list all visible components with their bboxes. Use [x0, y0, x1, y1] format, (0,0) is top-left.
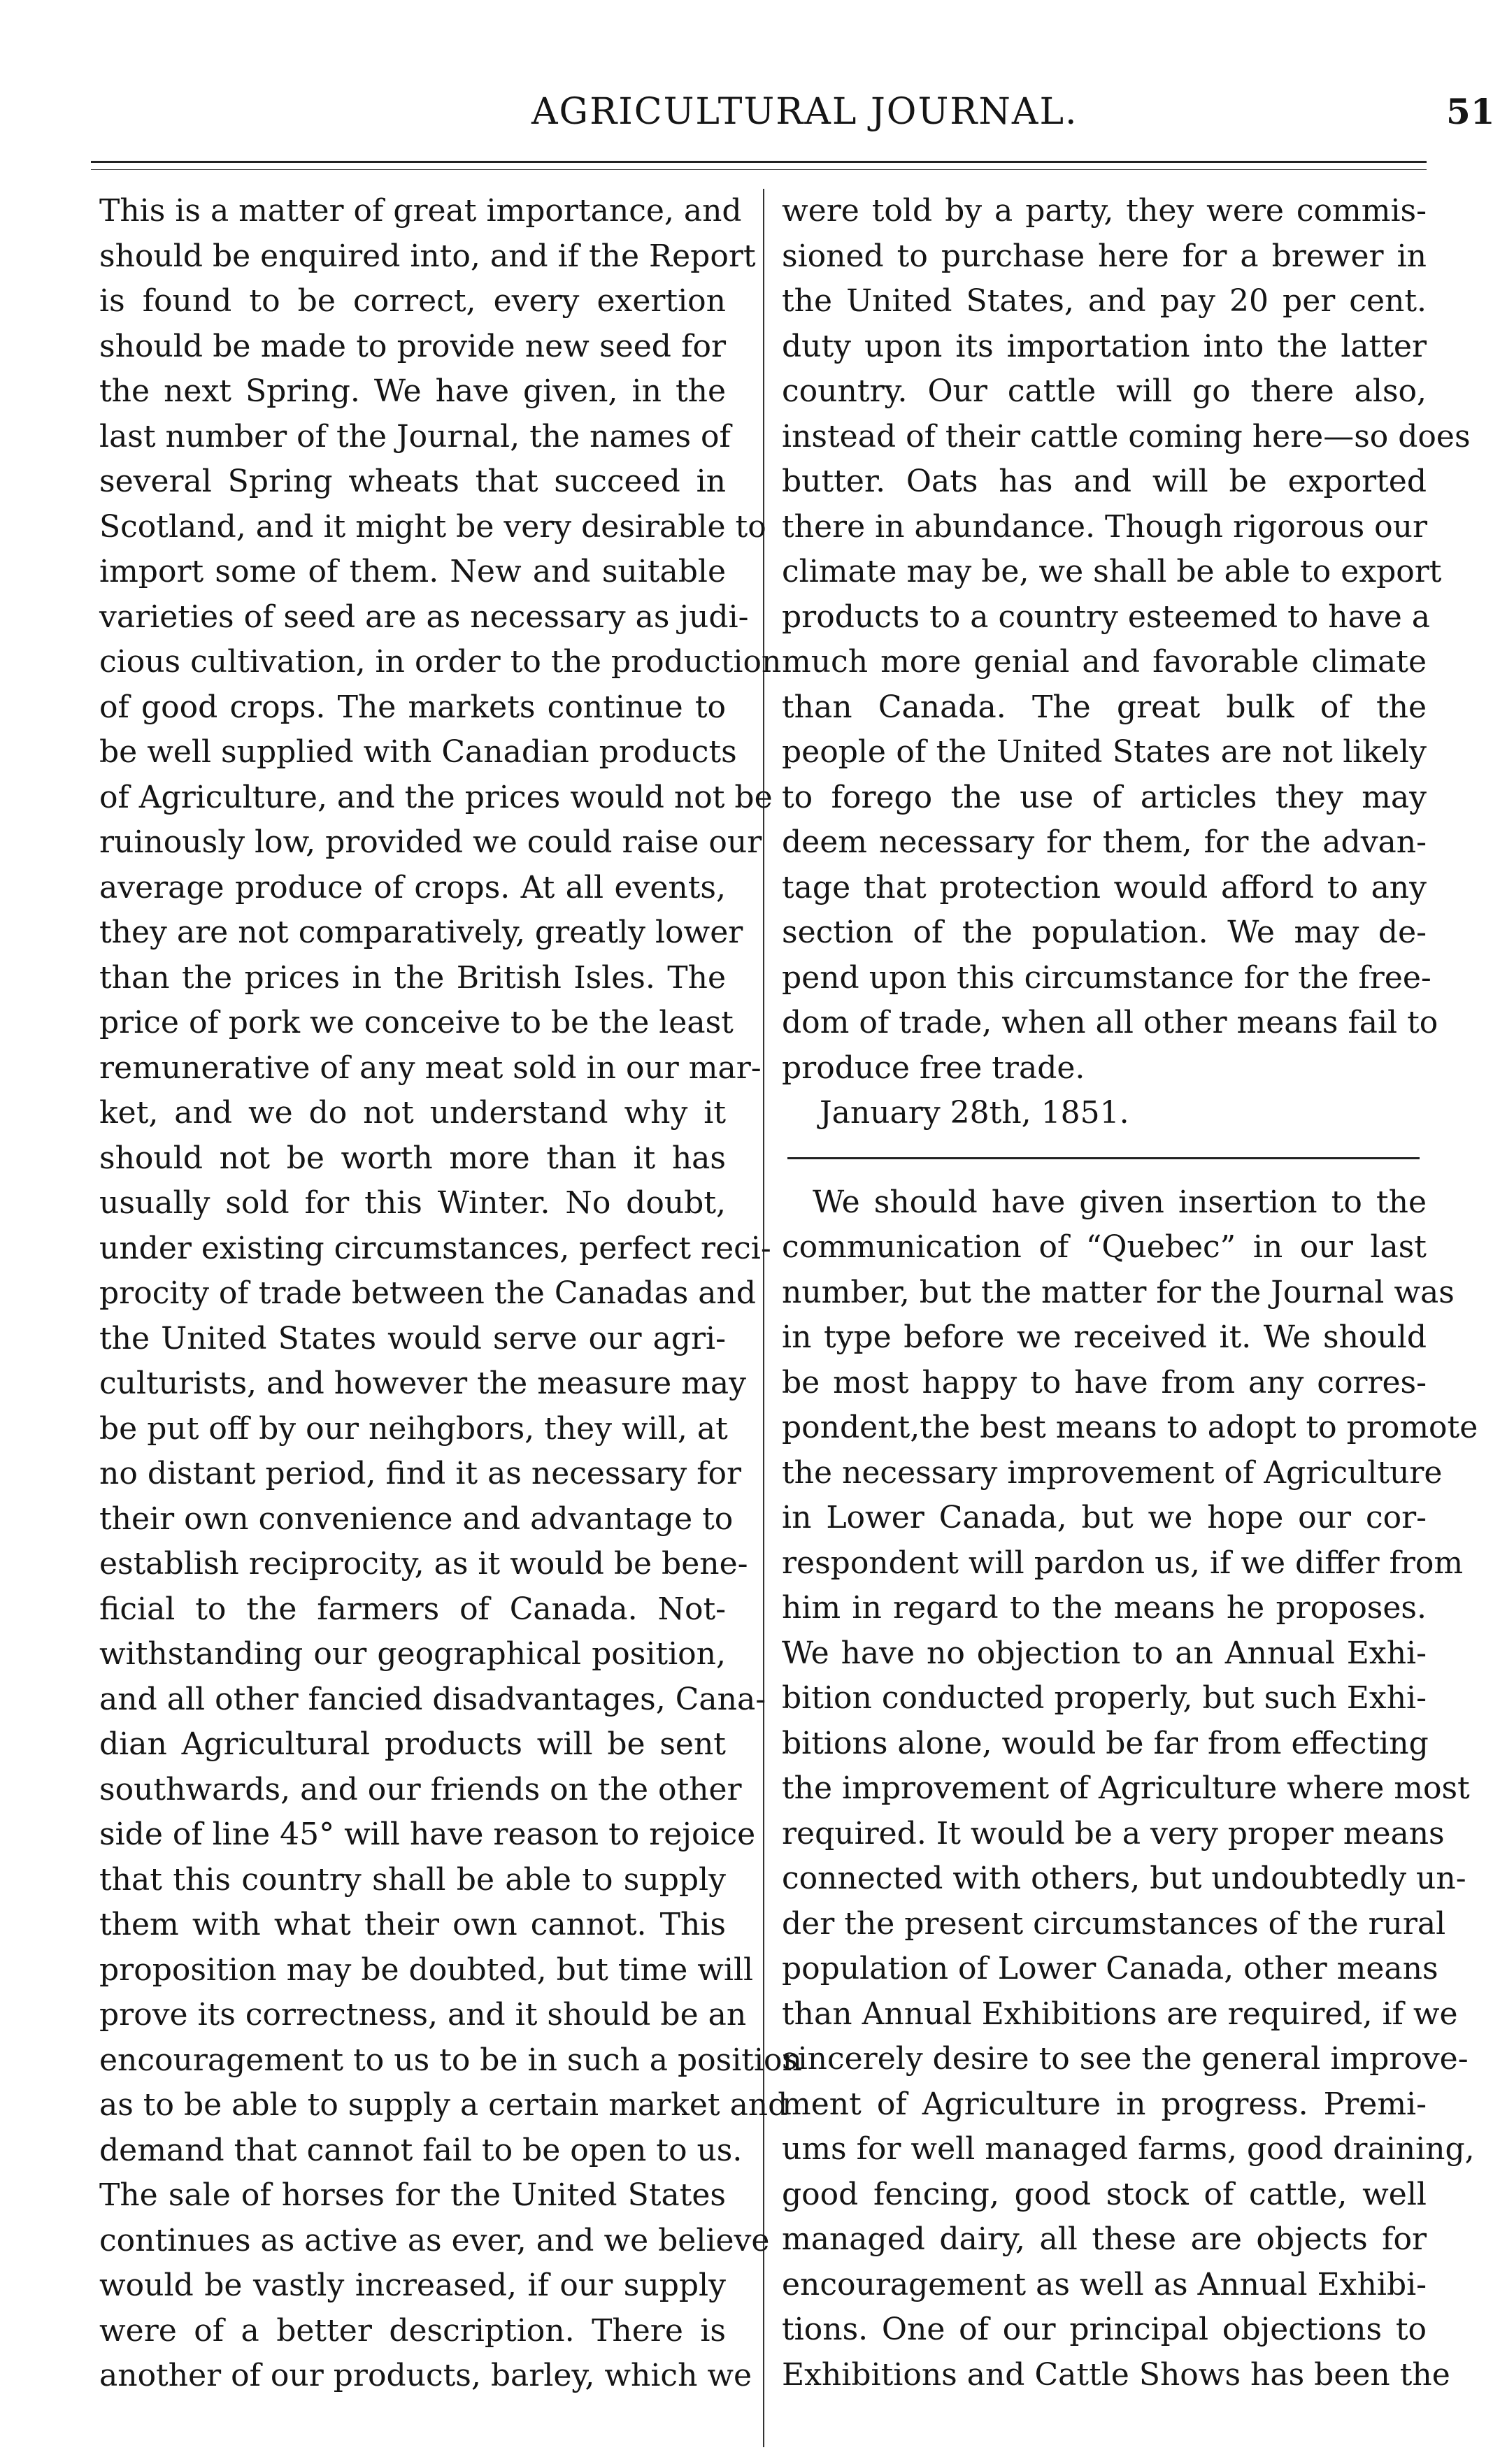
text-line: ket, and we do not understand why it: [99, 1095, 726, 1131]
text-line: should not be worth more than it has: [99, 1140, 726, 1176]
text-line: deem necessary for them, for the advan-: [782, 824, 1427, 860]
text-line: would be vastly increased, if our supply: [99, 2268, 726, 2303]
text-line: sincerely desire to see the general improve-: [782, 2041, 1469, 2077]
text-line: tions. One of our principal objections to: [782, 2312, 1427, 2347]
text-line: remunerative of any meat sold in our mar-: [99, 1050, 762, 1086]
text-line: ruinously low, provided we could raise our: [99, 824, 762, 860]
text-line: and all other fancied disadvantages, Cana-: [99, 1681, 766, 1717]
text-line: be well supplied with Canadian products: [99, 734, 737, 770]
text-line: connected with others, but undoubtedly un-: [782, 1861, 1466, 1896]
page-number: 51: [1446, 91, 1495, 132]
text-line: produce free trade.: [782, 1050, 1085, 1086]
text-line: This is a matter of great importance, and: [99, 193, 742, 229]
text-line: southwards, and our friends on the other: [99, 1771, 742, 1807]
text-line: the United States, and pay 20 per cent.: [782, 283, 1427, 319]
text-line: pondent,the best means to adopt to promote: [782, 1410, 1478, 1445]
text-line: encouragement as well as Annual Exhibi-: [782, 2266, 1427, 2302]
text-line: managed dairy, all these are objects for: [782, 2221, 1427, 2257]
text-line: much more genial and favorable climate: [782, 644, 1427, 680]
text-line: ment of Agriculture in progress. Premi-: [782, 2086, 1427, 2122]
text-line: withstanding our geographical position,: [99, 1636, 726, 1672]
page-header: [0, 91, 1507, 154]
text-line: instead of their cattle coming here—so does: [782, 418, 1471, 454]
text-line: establish reciprocity, as it would be bene-: [99, 1546, 748, 1582]
text-line: usually sold for this Winter. No doubt,: [99, 1185, 726, 1221]
text-line: last number of the Journal, the names of: [99, 418, 731, 454]
text-line: procity of trade between the Canadas and: [99, 1275, 756, 1311]
text-line: bitions alone, would be far from effecting: [782, 1725, 1429, 1761]
right-column: [782, 189, 1478, 2398]
text-line: no distant period, find it as necessary for: [99, 1456, 742, 1491]
text-line: products to a country esteemed to have a: [782, 599, 1430, 635]
text-line: is found to be correct, every exertion: [99, 283, 726, 319]
header-rule: [91, 161, 1427, 163]
text-line: in type before we received it. We should: [782, 1319, 1427, 1355]
text-line: country. Our cattle will go there also,: [782, 373, 1427, 409]
text-line: average produce of crops. At all events,: [99, 869, 726, 905]
text-line: them with what their own cannot. This: [99, 1907, 726, 1942]
text-line: the United States would serve our agri-: [99, 1320, 726, 1356]
text-line: the improvement of Agriculture where most: [782, 1770, 1470, 1806]
text-line: another of our products, barley, which we: [99, 2358, 752, 2393]
text-line: good fencing, good stock of cattle, well: [782, 2176, 1427, 2212]
text-line: import some of them. New and suitable: [99, 554, 726, 589]
text-line: should be enquired into, and if the Report: [99, 238, 756, 274]
text-line: should be made to provide new seed for: [99, 328, 726, 364]
text-line: him in regard to the means he proposes.: [782, 1590, 1427, 1626]
text-line: dian Agricultural products will be sent: [99, 1726, 726, 1762]
text-line: in Lower Canada, but we hope our cor-: [782, 1500, 1427, 1535]
text-line: there in abundance. Though rigorous our: [782, 508, 1428, 545]
text-line: of Agriculture, and the prices would not be: [99, 779, 773, 815]
text-line: than the prices in the British Isles. The: [99, 959, 726, 996]
header-rule-thin: [91, 169, 1427, 170]
text-line: price of pork we conceive to be the least: [99, 1005, 734, 1040]
text-line: prove its correctness, and it should be an: [99, 1997, 747, 2033]
text-line: under existing circumstances, perfect reci-: [99, 1230, 771, 1266]
text-line: number, but the matter for the Journal was: [782, 1274, 1455, 1310]
text-line: We have no objection to an Annual Exhi-: [782, 1635, 1427, 1671]
text-line: the necessary improvement of Agriculture: [782, 1454, 1443, 1491]
text-line: than Canada. The great bulk of the: [782, 689, 1427, 725]
text-line: ums for well managed farms, good draining,: [782, 2131, 1475, 2167]
text-line: respondent will pardon us, if we differ from: [782, 1545, 1464, 1581]
text-line: butter. Oats has and will be exported: [782, 464, 1427, 499]
text-line: be put off by our neihgbors, they will, at: [99, 1410, 728, 1447]
text-line: to forego the use of articles they may: [782, 779, 1427, 815]
text-line: cious cultivation, in order to the production: [99, 644, 782, 680]
text-line: Exhibitions and Cattle Shows has been the: [782, 2356, 1450, 2393]
text-line: than Annual Exhibitions are required, if we: [782, 1996, 1458, 2032]
text-line: section of the population. We may de-: [782, 915, 1427, 950]
dateline: January 28th, 1851.: [820, 1095, 1129, 1131]
text-line: We should have given insertion to the: [813, 1184, 1427, 1220]
text-line: bition conducted properly, but such Exhi-: [782, 1680, 1427, 1716]
text-line: the next Spring. We have given, in the: [99, 373, 726, 409]
text-line: sioned to purchase here for a brewer in: [782, 238, 1427, 274]
text-line: be most happy to have from any corres-: [782, 1364, 1427, 1401]
text-line: that this country shall be able to supply: [99, 1861, 726, 1898]
text-line: people of the United States are not likely: [782, 734, 1427, 770]
text-line: several Spring wheats that succeed in: [99, 464, 726, 499]
text-line: their own convenience and advantage to: [99, 1500, 734, 1537]
text-line: pend upon this circumstance for the free-: [782, 959, 1431, 996]
text-line: der the present circumstances of the rural: [782, 1905, 1446, 1942]
text-line: were of a better description. There is: [99, 2312, 726, 2349]
text-line: ficial to the farmers of Canada. Not-: [99, 1591, 726, 1627]
text-line: side of line 45° will have reason to rejoice: [99, 1817, 756, 1852]
text-line: communication of “Quebec” in our last: [782, 1229, 1427, 1265]
text-line: demand that cannot fail to be open to us.: [99, 2132, 743, 2168]
left-column: [99, 189, 802, 2399]
text-line: continues as active as ever, and we believe: [99, 2222, 770, 2258]
text-line: The sale of horses for the United States: [99, 2177, 726, 2213]
text-line: population of Lower Canada, other means: [782, 1951, 1438, 1986]
text-line: tage that protection would afford to any: [782, 869, 1427, 905]
text-line: climate may be, we shall be able to export: [782, 554, 1442, 589]
text-line: dom of trade, when all other means fail to: [782, 1005, 1438, 1040]
section-rule: [787, 1157, 1420, 1159]
text-line: Scotland, and it might be very desirable to: [99, 508, 766, 545]
text-line: they are not comparatively, greatly lower: [99, 915, 743, 950]
text-line: encouragement to us to be in such a position: [99, 2042, 802, 2078]
text-line: duty upon its importation into the latter: [782, 328, 1427, 364]
running-title: AGRICULTURAL JOURNAL.: [531, 91, 1078, 133]
text-line: of good crops. The markets continue to: [99, 689, 726, 725]
text-line: proposition may be doubted, but time will: [99, 1951, 754, 1988]
text-line: were told by a party, they were commis-: [782, 193, 1427, 229]
text-line: required. It would be a very proper means: [782, 1815, 1445, 1851]
text-line: culturists, and however the measure may: [99, 1366, 746, 1401]
text-line: varieties of seed are as necessary as judi-: [99, 599, 749, 635]
text-line: as to be able to supply a certain market and: [99, 2087, 788, 2123]
